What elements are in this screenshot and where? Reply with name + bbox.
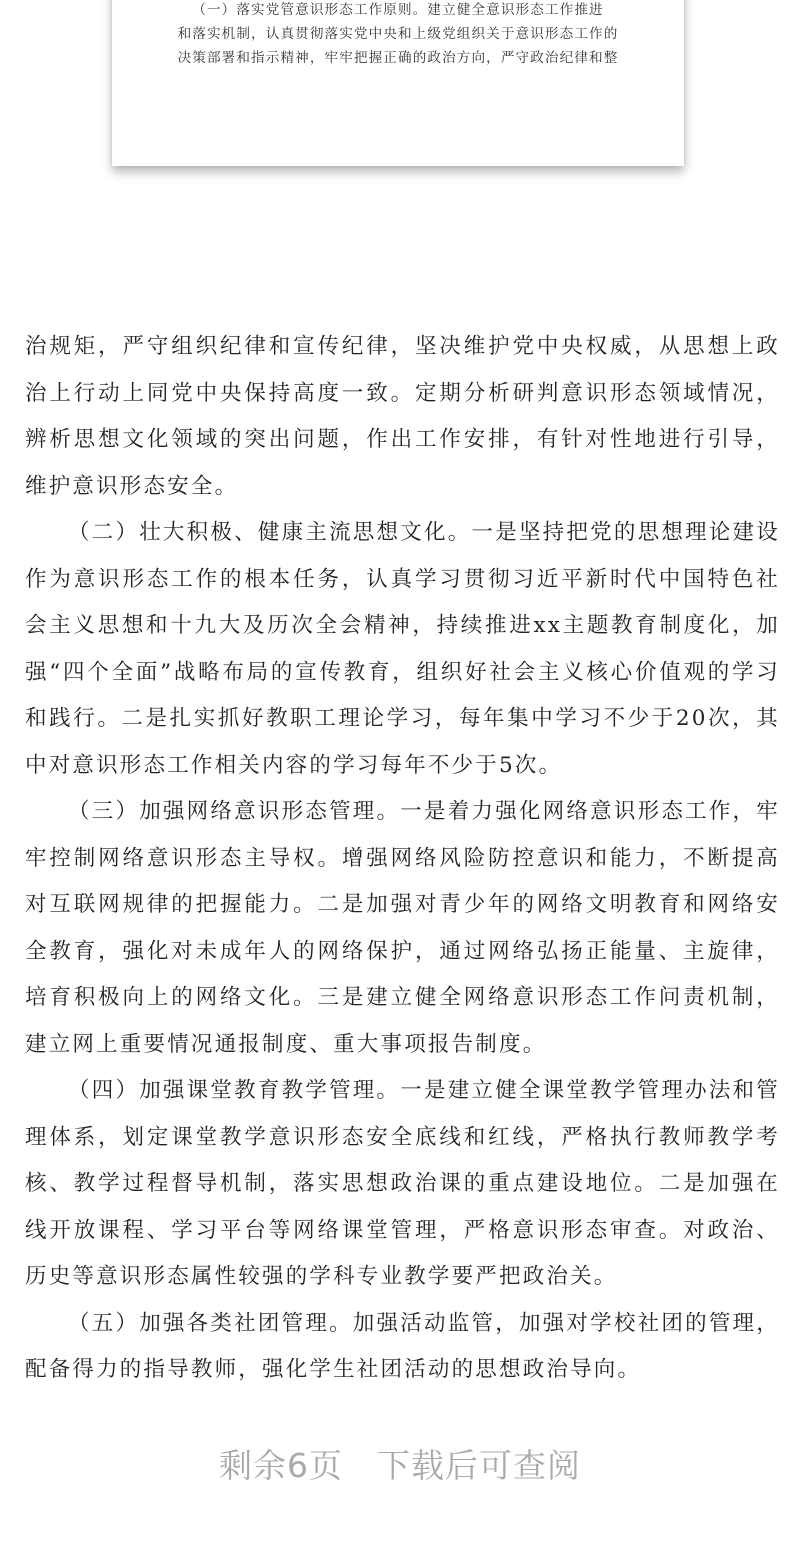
preview-line: 和落实机制，认真贯彻落实党中央和上级党组织关于意识形态工作的 — [177, 26, 619, 42]
preview-page-card — [112, 0, 684, 166]
paragraph-continuation: 治规矩，严守组织纪律和宣传纪律，坚决维护党中央权威，从思想上政治上行动上同党中央保持高度一致。定期分析研判意识形态领域情况，辨析思想文化领域的突出问题，作出工作安排，有针对性地进行引导，维护意识形态安全。 — [25, 334, 780, 499]
paragraph-section-2: （二）壮大积极、健康主流思想文化。一是坚持把党的思想理论建设作为意识形态工作的根本任务，认真学习贯彻习近平新时代中国特色社会主义思想和十九大及历次全会精神，持续推进xx主题教育制度化，加强“四个全面”战略布局的宣传教育，组织好社会主义核心价值观的学习和践行。二是扎实抓好教职工理论学习，每年集中学习不少于20次，其中对意识形态工作相关内容的学习每年不少于5次。 — [25, 520, 780, 778]
remaining-pages-label: 剩余6页 — [219, 1446, 343, 1485]
preview-line: 决策部署和指示精神，牢牢把握正确的政治方向，严守政治纪律和整 — [177, 50, 619, 66]
paragraph-section-3: （三）加强网络意识形态管理。一是着力强化网络意识形态工作，牢牢控制网络意识形态主导权。增强网络风险防控意识和能力，不断提高对互联网规律的把握能力。二是加强对青少年的网络文明教育和网络安全教育，强化对未成年人的网络保护，通过网络弘扬正能量、主旋律，培育积极向上的网络文化。三是建立健全网络意识形态工作问责机制，建立网上重要情况通报制度、重大事项报告制度。 — [25, 799, 780, 1057]
document-body — [25, 324, 780, 1394]
paragraph-section-5: （五）加强各类社团管理。加强活动监管，加强对学校社团的管理，配备得力的指导教师，强化学生社团活动的思想政治导向。 — [25, 1310, 780, 1382]
preview-line: （一）落实党管意识形态工作原则。建立健全意识形态工作推进 — [192, 2, 604, 18]
download-to-view-label: 下载后可查阅 — [377, 1446, 581, 1485]
paragraph-section-4: （四）加强课堂教育教学管理。一是建立健全课堂教学管理办法和管理体系，划定课堂教学意识形态安全底线和红线，严格执行教师教学考核、教学过程督导机制，落实思想政治课的重点建设地位。二是加强在线开放课程、学习平台等网络课堂管理，严格意识形态审查。对政治、历史等意识形态属性较强的学科专业教学要严把政治关。 — [25, 1078, 780, 1289]
remaining-pages-banner[interactable] — [0, 1440, 800, 1487]
